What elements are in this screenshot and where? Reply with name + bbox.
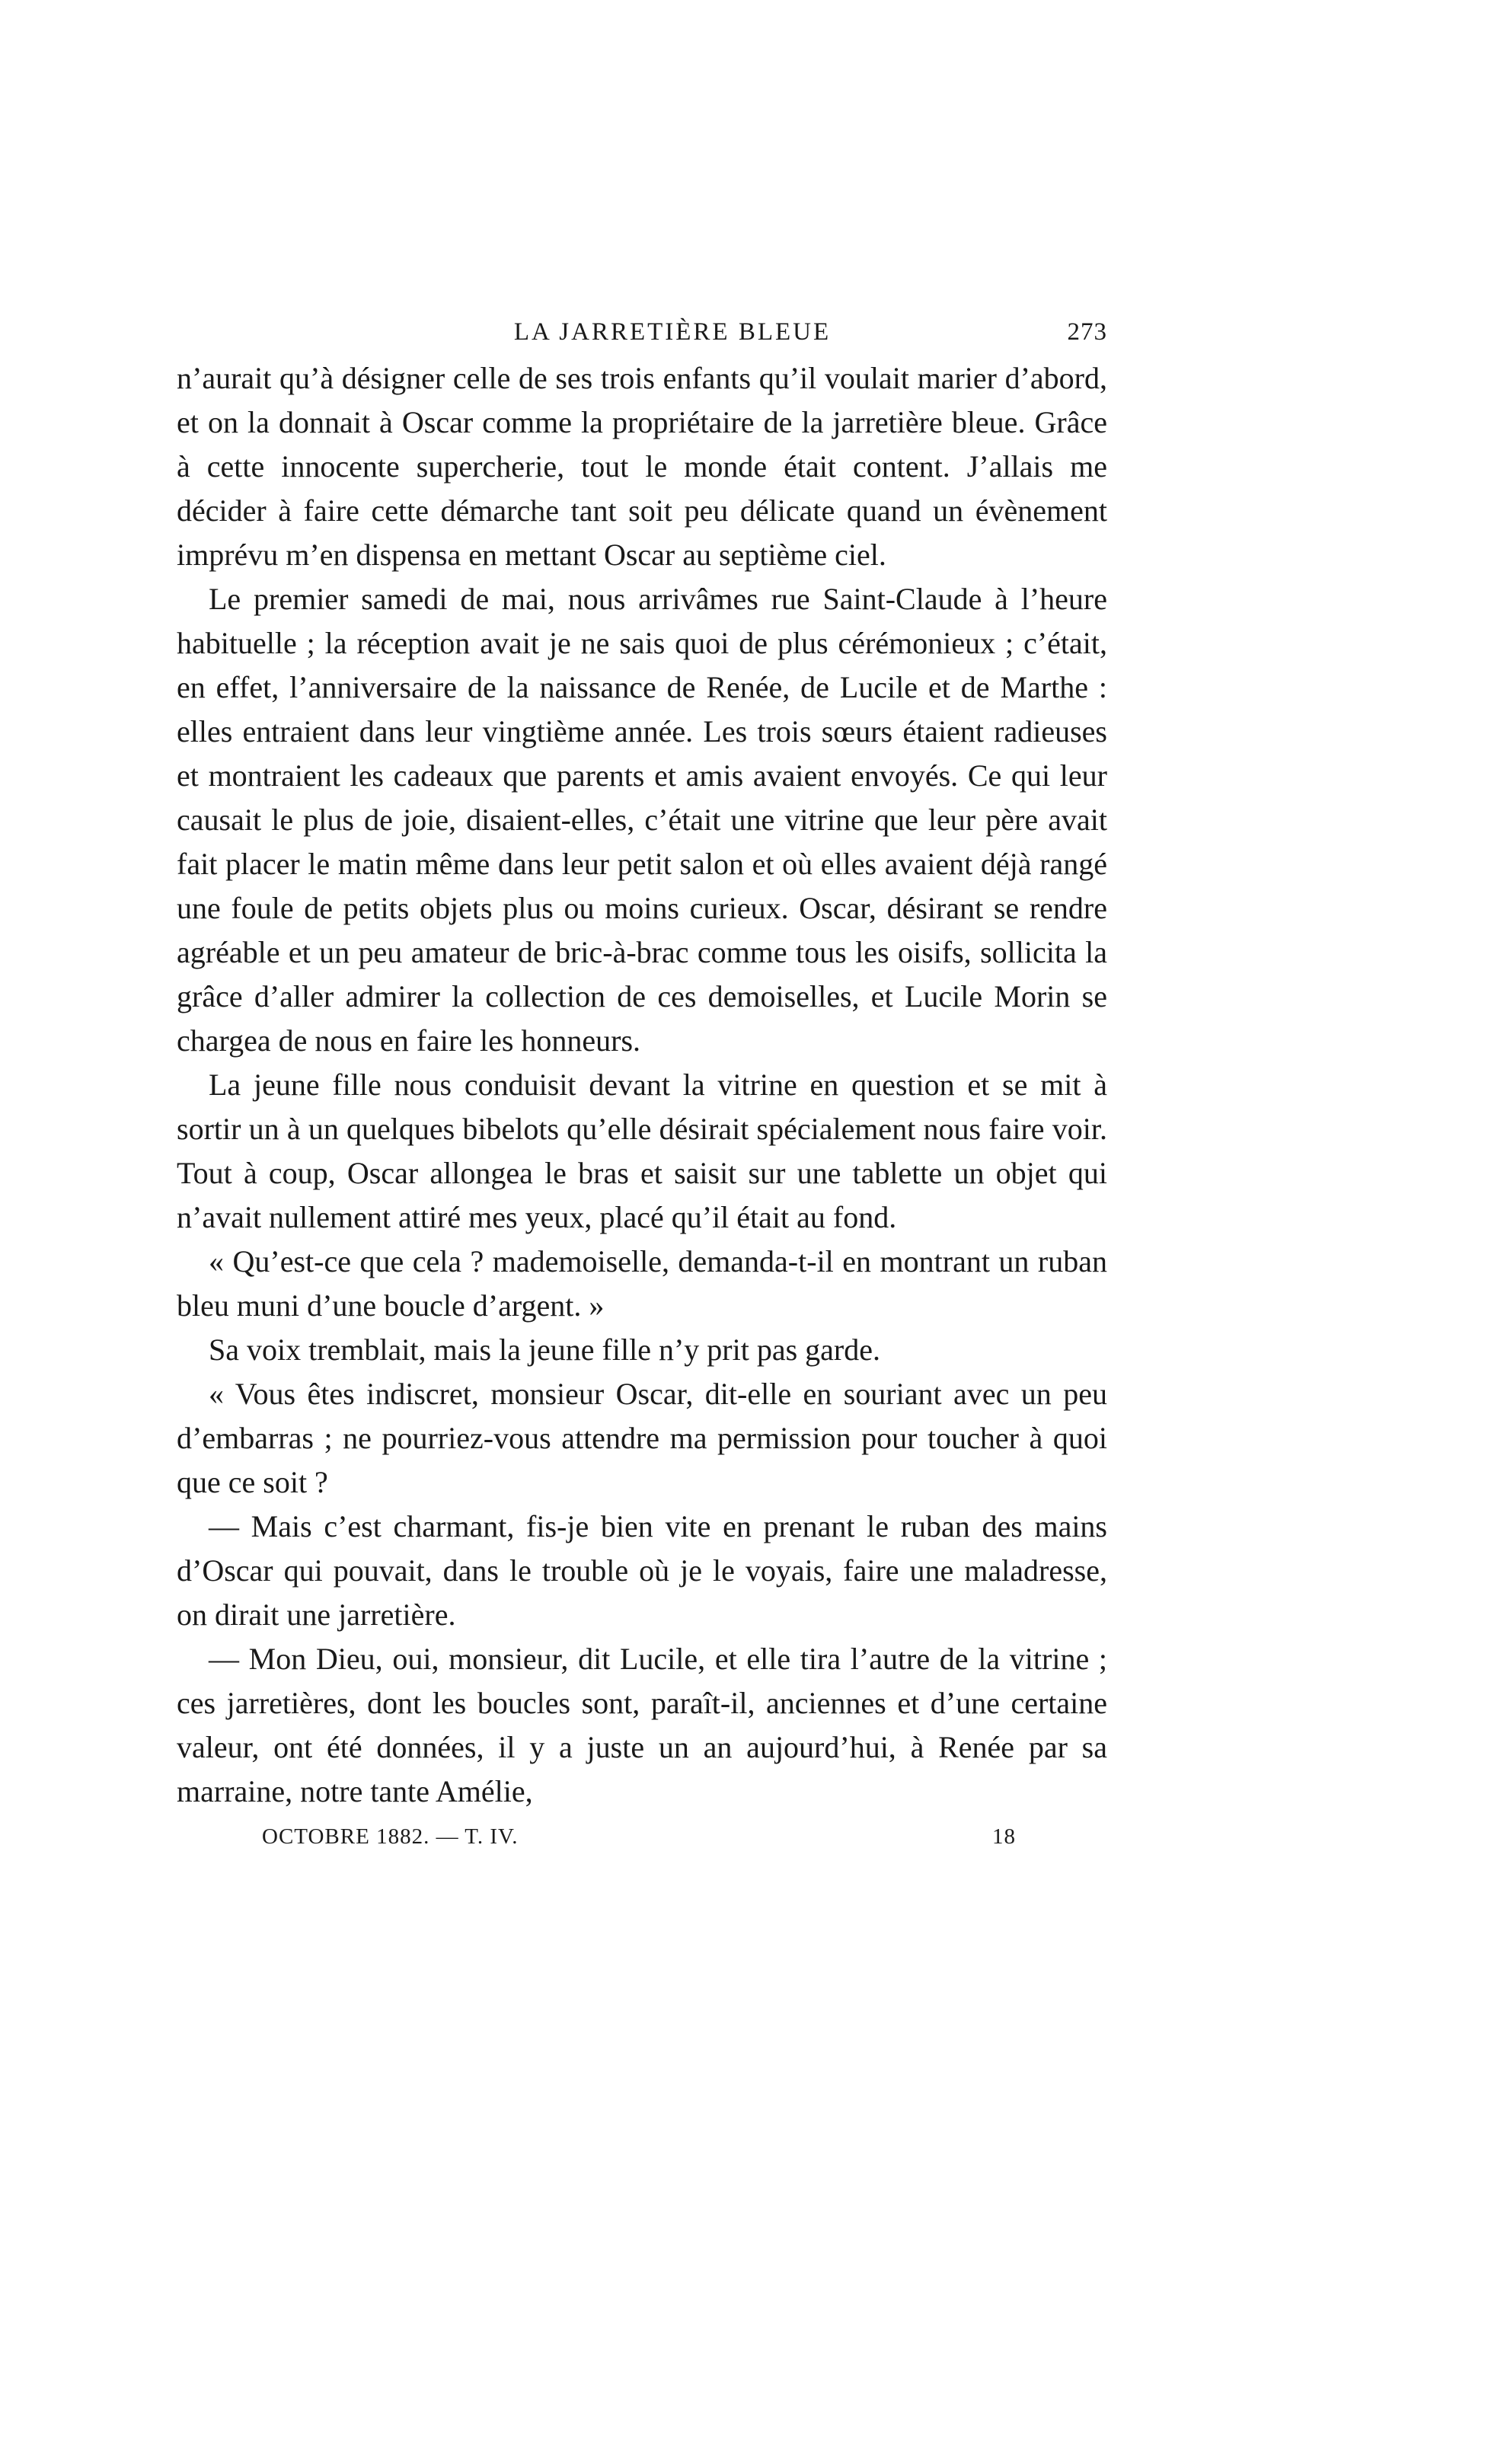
- page-footer: [177, 1820, 1107, 1858]
- paragraph: La jeune fille nous conduisit devant la vitrine en question et se mit à sortir un à un quelques bibelots qu’elle désirait spécialement nous faire voir. Tout à coup, Oscar allongea le bras et saisit sur une tablette un objet qui n’avait nullement attiré mes yeux, placé qu’il était au fond.: [177, 1068, 1107, 1234]
- running-head: [177, 305, 1107, 350]
- running-title: LA JARRETIÈRE BLEUE: [513, 318, 832, 346]
- paragraph: Sa voix tremblait, mais la jeune fille n’y prit pas garde.: [209, 1333, 880, 1367]
- paragraph: « Vous êtes indiscret, monsieur Oscar, dit-elle en souriant avec un peu d’embarras ; ne pourriez-vous attendre ma permission pour toucher à quoi que ce soit ?: [177, 1377, 1107, 1499]
- paragraph: — Mon Dieu, oui, monsieur, dit Lucile, et elle tira l’autre de la vitrine ; ces jarretières, dont les boucles sont, paraît-il, anciennes et d’une certaine valeur, ont été données, il y a juste un an aujourd’hui, à Renée par sa marraine, notre tante Amélie,: [177, 1642, 1107, 1808]
- paragraph: Le premier samedi de mai, nous arrivâmes rue Saint-Claude à l’heure habituelle ; la réception avait je ne sais quoi de plus cérémonieux ; c’était, en effet, l’anniversaire de la naissance de Renée, de Lucile et de Marthe : elles entraient dans leur vingtième année. Les trois sœurs étaient radieuses et montraient les cadeaux que parents et amis avaient envoyés. Ce qui leur causait le plus de joie, disaient-elles, c’était une vitrine que leur père avait fait placer le matin même dans leur petit salon et où elles avaient déjà rangé une foule de petits objets plus ou moins curieux. Oscar, désirant se rendre agréable et un peu amateur de bric-à-brac comme tous les oisifs, sollicita la grâce d’aller admirer la collection de ces demoiselles, et Lucile Morin se chargea de nous en faire les honneurs.: [177, 582, 1107, 1058]
- paragraph: « Qu’est-ce que cela ? mademoiselle, demanda-t-il en montrant un ruban bleu muni d’une boucle d’argent. »: [177, 1244, 1107, 1323]
- book-page: [177, 305, 1107, 1858]
- paragraph-continuation: n’aurait qu’à désigner celle de ses trois enfants qu’il voulait marier d’abord, et on la donnait à Oscar comme la propriétaire de la jarretière bleue. Grâce à cette innocente supercherie, tout le monde était content. J’allais me décider à faire cette démarche tant soit peu délicate quand un évènement imprévu m’en dispensa en mettant Oscar au septième ciel.: [177, 361, 1107, 572]
- signature-number: 18: [992, 1824, 1016, 1849]
- paragraph: — Mais c’est charmant, fis-je bien vite en prenant le ruban des mains d’Oscar qui pouvait, dans le trouble où je le voyais, faire une maladresse, on dirait une jarretière.: [177, 1509, 1107, 1632]
- page-number: 273: [1067, 318, 1107, 346]
- issue-signature: OCTOBRE 1882. — T. IV.: [262, 1824, 519, 1849]
- page-body: [177, 356, 1107, 1814]
